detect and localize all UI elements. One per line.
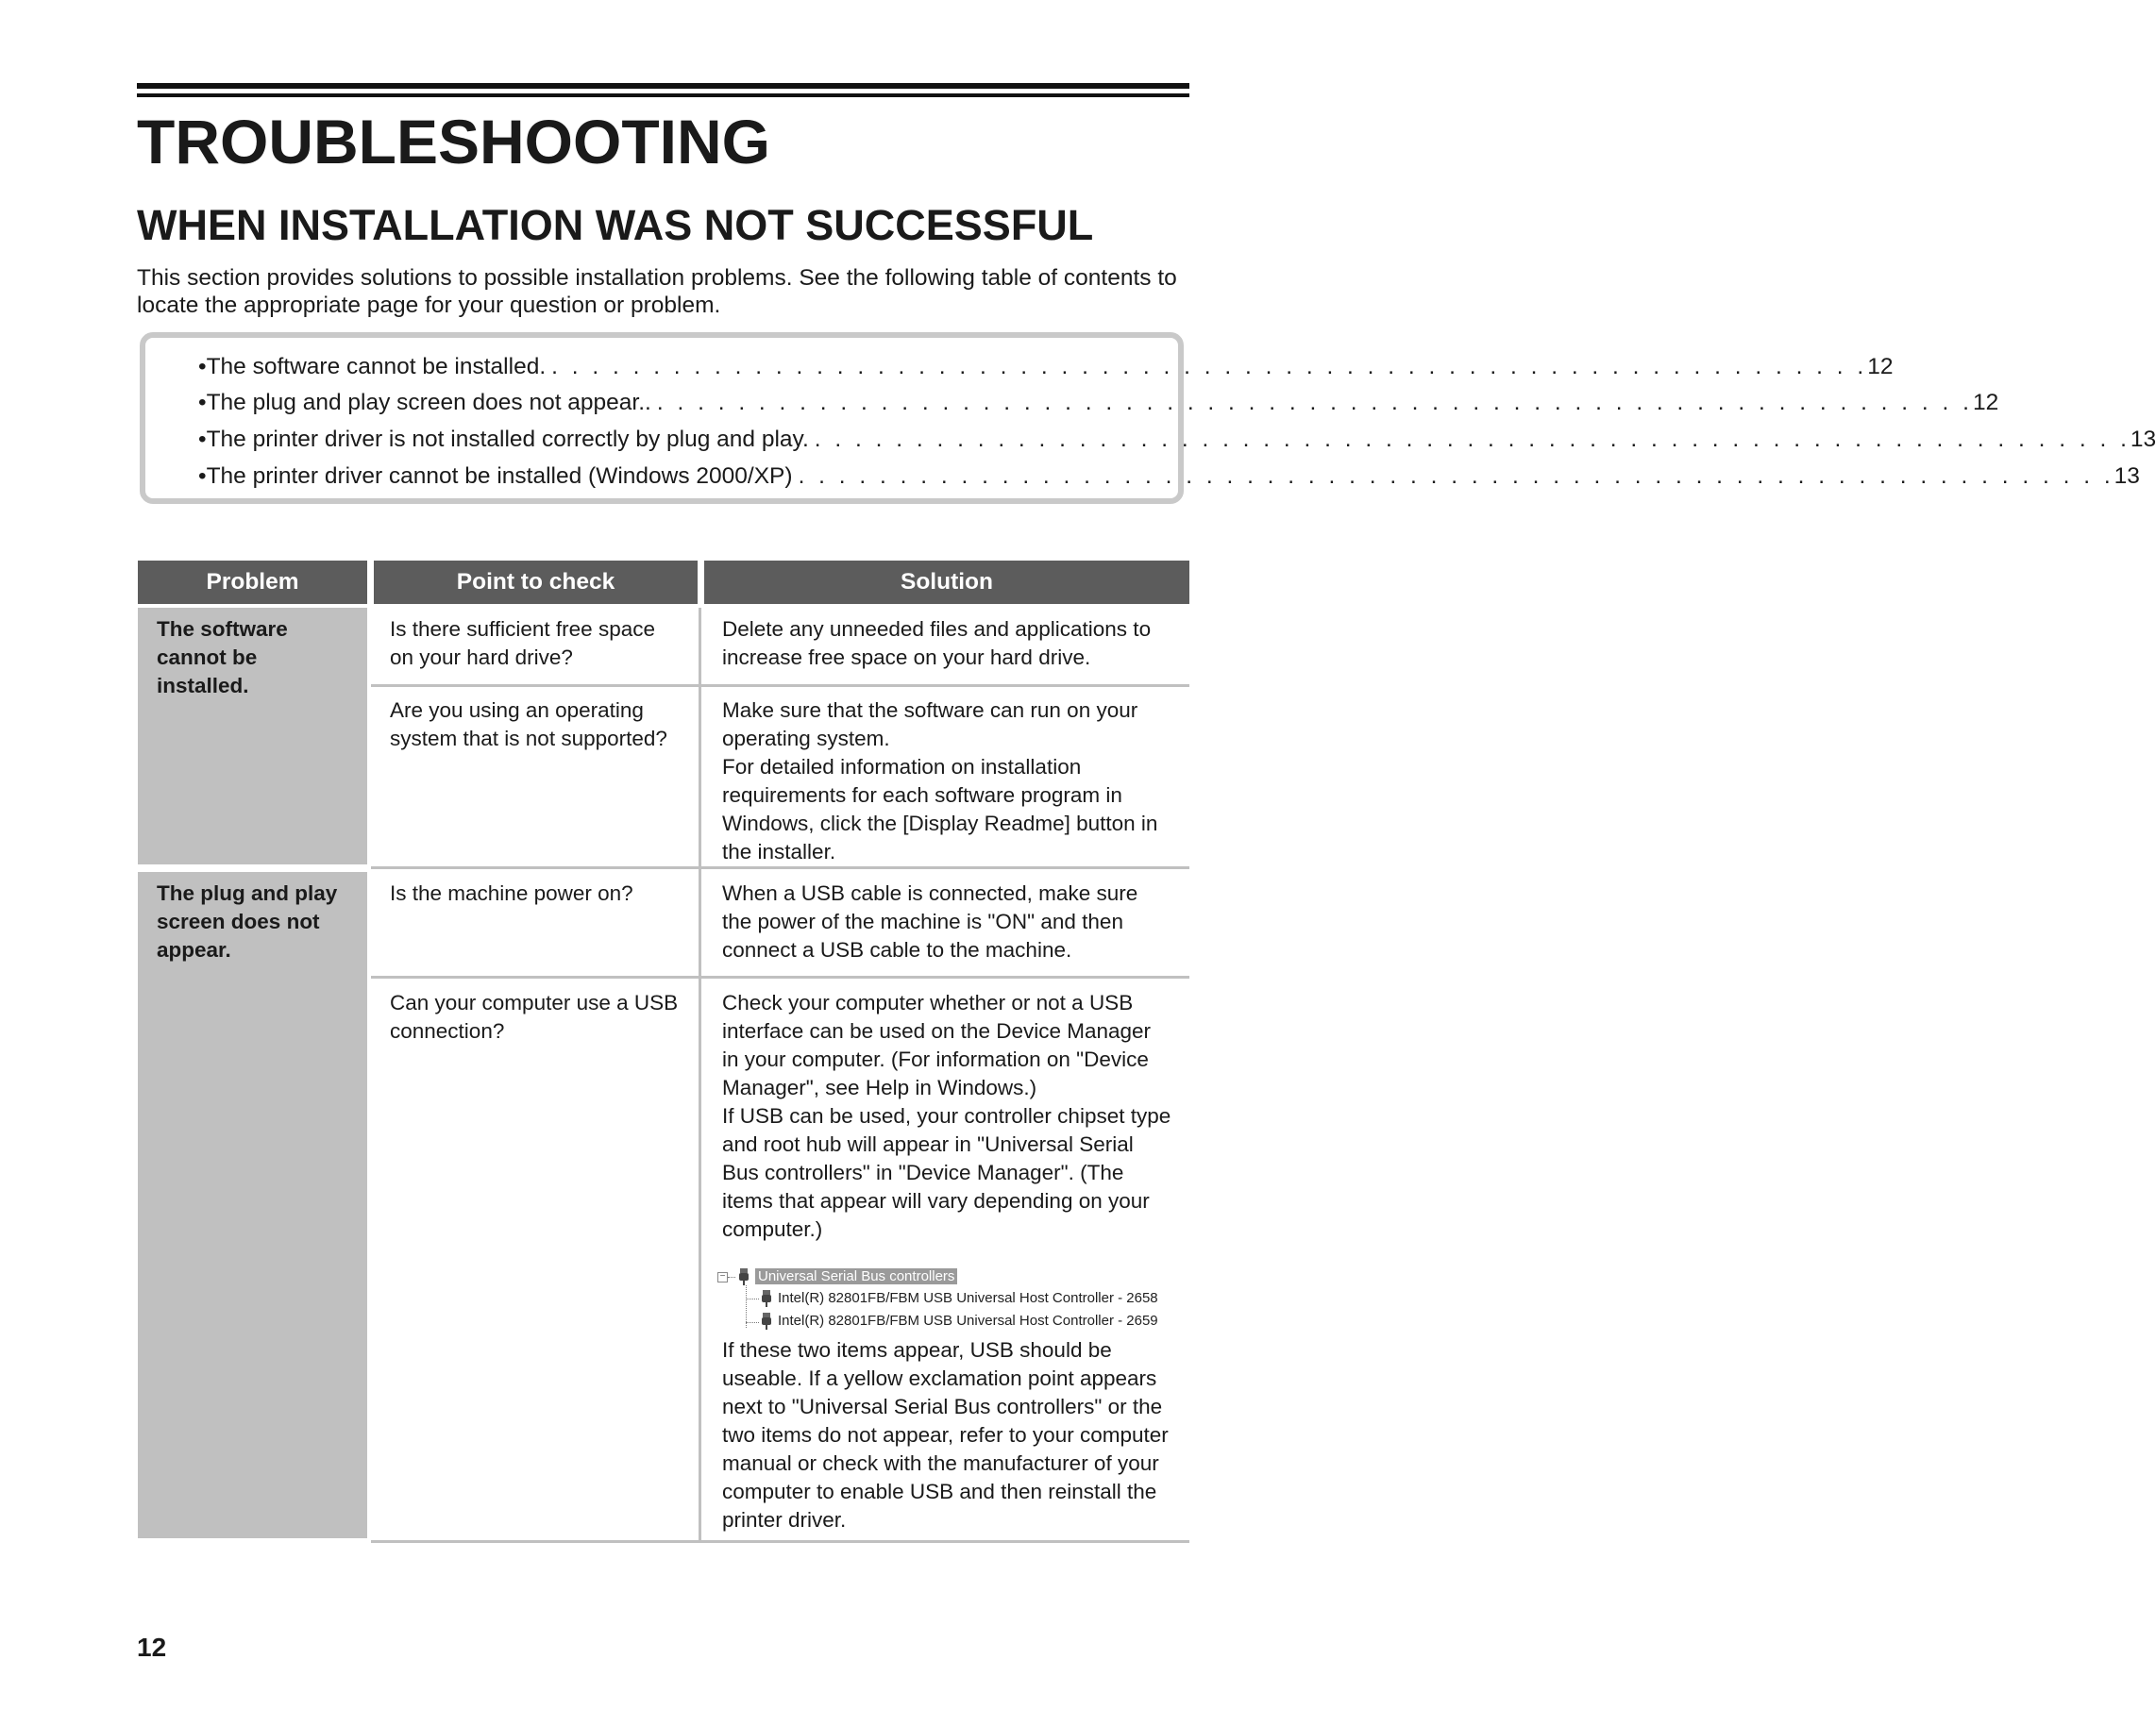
toc-bullet: •	[198, 427, 207, 452]
solution-cell: Delete any unneeded files and applications to increase free space on your hard drive.	[722, 617, 1152, 669]
toc-leader-dots: . . . . . . . . . . . . . . . . . . . . . . . . . . . . . . . . . . . . . . . . . . . . . . . . . . . . . . . . . . . . . . . . .	[656, 390, 1973, 415]
problem-cell: The software cannot be installed.	[138, 608, 367, 864]
toc-leader-dots: . . . . . . . . . . . . . . . . . . . . . . . . . . . . . . . . . . . . . . . . . . . . . . . . . . . . . . . . . . . . . . . . .	[814, 427, 2131, 452]
check-cell: Is the machine power on?	[390, 881, 633, 905]
check-cell: Are you using an operating system that is not supported?	[390, 698, 667, 750]
toc-item[interactable]	[198, 387, 1999, 419]
toc-item-page: 13	[2130, 427, 2156, 452]
usb-tree-root	[755, 1267, 957, 1286]
row-divider	[371, 1540, 1189, 1543]
toc-item-text: The software cannot be installed.	[206, 354, 547, 379]
row-divider	[371, 866, 1189, 869]
page-number: 12	[137, 1633, 167, 1662]
usb-root-label: Universal Serial Bus controllers	[755, 1268, 957, 1284]
tree-connector	[728, 1277, 735, 1278]
usb-plug-icon	[761, 1290, 772, 1307]
header-solution: Solution	[704, 561, 1189, 604]
intro-paragraph: This section provides solutions to possible installation problems. See the following table of contents to locate the appropriate page for your question or problem.	[137, 265, 1177, 318]
usb-plug-icon	[738, 1268, 750, 1285]
toc-item[interactable]	[198, 424, 2156, 456]
row-divider	[371, 976, 1189, 979]
solution-cell: Make sure that the software can run on your operating system. For detailed information on installation requirements for each software program in Windows, click the [Display Readme] button in the installer.	[722, 698, 1158, 863]
check-cell: Can your computer use a USB connection?	[390, 991, 679, 1043]
problem-cell: The plug and play screen does not appear.	[138, 872, 367, 1538]
device-manager-screenshot	[717, 1266, 1189, 1333]
usb-tree-item: Intel(R) 82801FB/FBM USB Universal Host Controller - 2658	[778, 1290, 1158, 1306]
usb-tree-item: Intel(R) 82801FB/FBM USB Universal Host Controller - 2659	[778, 1313, 1158, 1329]
header-rule-thin	[137, 93, 1189, 97]
toc-leader-dots: . . . . . . . . . . . . . . . . . . . . . . . . . . . . . . . . . . . . . . . . . . . . . . . . . . . . . . . . . . . . . . . . .	[551, 354, 1868, 379]
tree-expander-icon: −	[717, 1272, 728, 1282]
toc-bullet: •	[198, 463, 207, 489]
section-title: WHEN INSTALLATION WAS NOT SUCCESSFUL	[137, 201, 1094, 249]
toc-item-page: 13	[2114, 463, 2140, 489]
toc-item[interactable]	[198, 351, 1894, 383]
toc-item-text: The printer driver cannot be installed (Windows 2000/XP)	[206, 463, 793, 489]
header-rule-thick	[137, 83, 1189, 89]
toc-leader-dots: . . . . . . . . . . . . . . . . . . . . . . . . . . . . . . . . . . . . . . . . . . . . . . . . . . . . . . . . . . . . . . . . .	[798, 463, 2114, 489]
toc-box	[140, 332, 2156, 504]
toc-item-text: The printer driver is not installed correctly by plug and play.	[206, 427, 809, 452]
header-problem: Problem	[138, 561, 367, 604]
toc-item-page: 12	[1972, 390, 1999, 415]
toc-item-text: The plug and play screen does not appear..	[206, 390, 651, 415]
solution-cell: Check your computer whether or not a USB interface can be used on the Device Manager in your computer. (For information on "Device Manager", see Help in Windows.) If USB can be used, your controller chipset type and root hub will appear in "Universal Serial Bus controllers" in "Device Manager". (The items that appear will vary depending on your computer.)	[722, 991, 1171, 1241]
toc-item-page: 12	[1867, 354, 1894, 379]
solution-cell-continued: If these two items appear, USB should be useable. If a yellow exclamation point appears next to "Universal Serial Bus controllers" or the two items do not appear, refer to your computer manual or check with the manufacturer of your computer to enable USB and then reinstall the printer driver.	[722, 1338, 1169, 1532]
toc-bullet: •	[198, 354, 207, 379]
tree-connector	[746, 1322, 759, 1323]
solution-cell: When a USB cable is connected, make sure the power of the machine is "ON" and then connect a USB cable to the machine.	[722, 881, 1138, 962]
usb-plug-icon	[761, 1313, 772, 1330]
check-cell: Is there sufficient free space on your hard drive?	[390, 617, 655, 669]
page-title: TROUBLESHOOTING	[137, 107, 770, 176]
toc-bullet: •	[198, 390, 207, 415]
toc-item[interactable]	[198, 461, 2140, 493]
header-point-to-check: Point to check	[374, 561, 698, 604]
row-divider	[371, 684, 1189, 687]
